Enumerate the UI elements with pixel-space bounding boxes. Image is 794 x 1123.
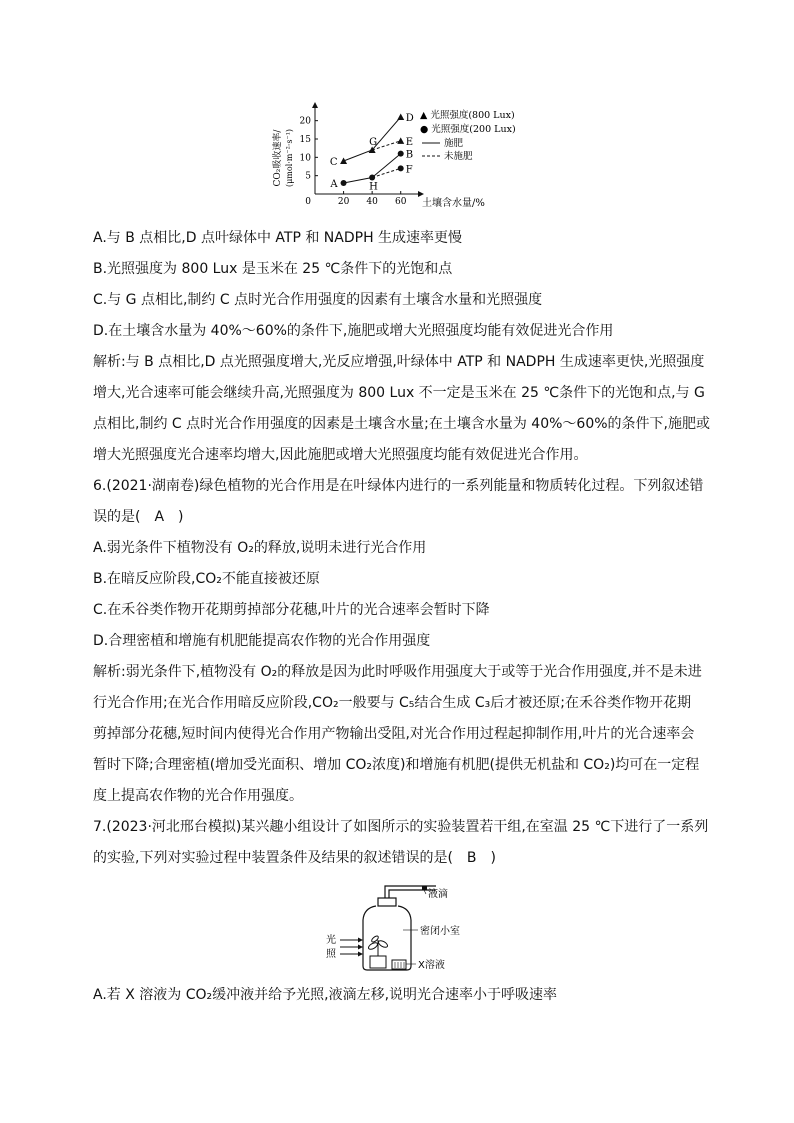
point-label-A: A <box>330 179 338 190</box>
q6-option-b: B.在暗反应阶段,CO₂不能直接被还原 <box>93 571 320 587</box>
x-tick-label: 60 <box>394 197 407 207</box>
point-label-E: E <box>405 136 414 148</box>
light-label-bottom: 照 <box>326 949 336 960</box>
q5-analysis-line-2: 增大,光合速率可能会继续升高,光照强度为 800 Lux 不一定是玉米在 25 ℃条件下的光饱和点,与 G <box>93 385 705 401</box>
point-label-C: C <box>329 157 338 168</box>
data-point-circle <box>398 165 404 171</box>
point-label-F: F <box>405 164 413 176</box>
q6-analysis-line-4: 暂时下降;合理密植(增加受光面积、增加 CO₂浓度)和增施有机肥(提供无机盐和 CO₂)均可在一定程 <box>93 757 700 773</box>
y-axis-label-main: CO₂吸收速率/ <box>273 129 283 187</box>
data-point-triangle <box>397 137 404 144</box>
data-point-circle <box>398 151 404 157</box>
q5-option-c: C.与 G 点相比,制约 C 点时光合作用强度的因素有土壤含水量和光照强度 <box>93 292 543 308</box>
stopper <box>378 898 396 906</box>
q5-analysis-line-3: 点相比,制约 C 点时光合作用强度的因素是土壤含水量;在土壤含水量为 40%～60%的条件下,施肥或 <box>93 416 710 432</box>
q6-analysis-line-5: 度上提高农作物的光合作用强度。 <box>93 788 303 804</box>
q7-stem-line-2: 的实验,下列对实验过程中装置条件及结果的叙述错误的是( B ) <box>93 850 496 866</box>
q6-analysis-line-2: 行光合作用;在光合作用暗反应阶段,CO₂一般要与 C₅结合生成 C₃后才被还原;在禾谷类作物开花期 <box>93 695 691 711</box>
q7-option-a: A.若 X 溶液为 CO₂缓冲液并给予光照,液滴左移,说明光合速率小于呼吸速率 <box>93 987 558 1003</box>
q6-stem-line-1: 6.(2021·湖南卷)绿色植物的光合作用是在叶绿体内进行的一系列能量和物质转化过程。下列叙述错 <box>93 478 704 494</box>
q6-option-a: A.弱光条件下植物没有 O₂的释放,说明未进行光合作用 <box>93 540 427 556</box>
q5-analysis-line-1: 解析:与 B 点相比,D 点光照强度增大,光反应增强,叶绿体中 ATP 和 NADPH 生成速率更快,光照强度 <box>93 354 705 370</box>
droplet-label: 液滴 <box>428 889 448 900</box>
q5-option-d: D.在土壤含水量为 40%～60%的条件下,施肥或增大光照强度均能有效促进光合作用 <box>93 323 614 339</box>
point-label-D: D <box>405 113 414 124</box>
q6-analysis-line-1: 解析:弱光条件下,植物没有 O₂的释放是因为此时呼吸作用强度大于或等于光合作用强度,并不是未进 <box>93 664 702 680</box>
q6-option-c: C.在禾谷类作物开花期剪掉部分花穗,叶片的光合速率会暂时下降 <box>93 602 490 618</box>
series-line-3 <box>372 168 401 177</box>
x-tick-label: 40 <box>366 197 378 207</box>
q6-stem-line-2: 误的是( A ) <box>93 509 184 525</box>
data-point-triangle <box>340 158 347 165</box>
point-label-G: G <box>369 137 378 148</box>
legend-solid-label: 施肥 <box>444 138 464 149</box>
y-tick-label: 10 <box>299 153 311 164</box>
legend-circle: ● 光照强度(200 Lux) <box>420 124 516 135</box>
q6-analysis-line-3: 剪掉部分花穗,短时间内使得光合作用产物输出受阻,对光合作用过程起抑制作用,叶片的光合速率会 <box>93 726 695 742</box>
legend-dashed-label: 未施肥 <box>444 151 473 162</box>
q5-option-a: A.与 B 点相比,D 点叶绿体中 ATP 和 NADPH 生成速率更慢 <box>93 230 463 246</box>
y-tick-label: 15 <box>299 135 311 145</box>
light-label-top: 光 <box>326 935 336 946</box>
q5-option-b: B.光照强度为 800 Lux 是玉米在 25 ℃条件下的光饱和点 <box>93 261 453 277</box>
origin-label: 0 <box>305 197 311 207</box>
co2-absorption-chart <box>270 98 540 216</box>
q5-analysis-line-4: 增大光照强度光合速率均增大,因此施肥或增大光照强度均能有效促进光合作用。 <box>93 447 588 463</box>
point-label-B: B <box>405 149 414 161</box>
x-tick-label: 20 <box>337 197 350 207</box>
y-tick-label: 20 <box>299 116 311 127</box>
plant-icon <box>367 935 388 968</box>
experiment-apparatus-figure <box>318 880 468 975</box>
x-axis-label: 土壤含水量/% <box>422 198 485 209</box>
q7-stem-line-1: 7.(2023·河北邢台模拟)某兴趣小组设计了如图所示的实验装置若干组,在室温 25 ℃下进行了一系列 <box>93 819 709 835</box>
droplet <box>422 886 427 890</box>
y-axis-label-unit: (μmol·m⁻²·s⁻¹) <box>285 128 294 188</box>
q6-option-d: D.合理密植和增施有机肥能提高农作物的光合作用强度 <box>93 633 431 649</box>
data-point-triangle <box>397 114 404 121</box>
data-point-circle <box>341 180 347 186</box>
legend-triangle: ▲ 光照强度(800 Lux) <box>420 110 515 121</box>
point-label-H: H <box>369 181 378 193</box>
x-axis-arrow <box>418 191 424 197</box>
y-tick-label: 5 <box>305 171 311 182</box>
y-axis-arrow <box>312 102 318 108</box>
solution-label: X溶液 <box>418 960 445 971</box>
data-point-circle <box>369 175 375 181</box>
chamber-label: 密闭小室 <box>420 926 460 937</box>
